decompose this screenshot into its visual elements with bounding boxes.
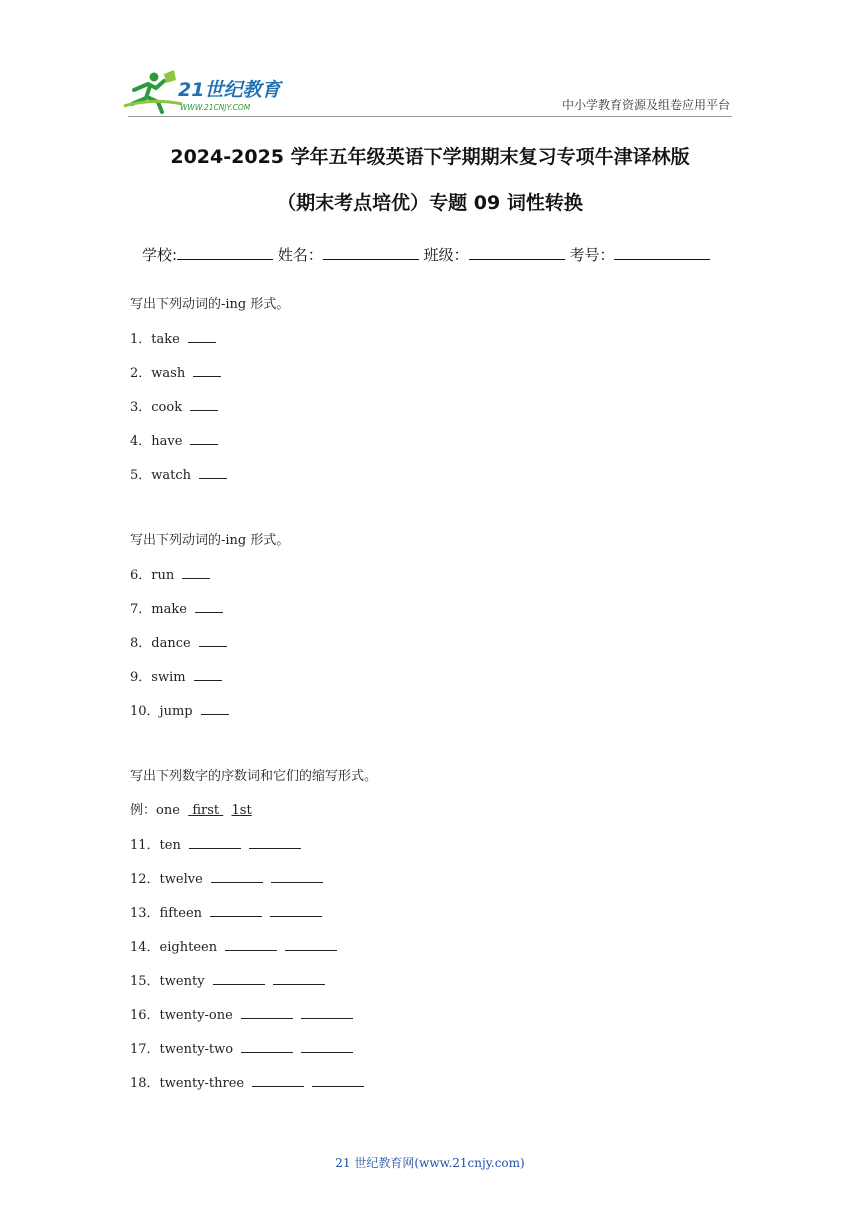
question-item: 11．ten (130, 836, 377, 870)
answer-blank[interactable] (201, 702, 229, 715)
question-item: 5．watch (130, 466, 377, 500)
answer-blank[interactable] (285, 938, 337, 951)
worksheet-content (130, 296, 377, 1108)
answer-blank[interactable] (189, 836, 241, 849)
question-item: 3．cook (130, 398, 377, 432)
answer-blank[interactable] (301, 1006, 353, 1019)
question-item: 18．twenty-three (130, 1074, 377, 1108)
answer-blank[interactable] (249, 836, 301, 849)
answer-blank[interactable] (241, 1040, 293, 1053)
platform-label: 中小学教育资源及组卷应用平台 (561, 98, 730, 112)
answer-blank[interactable] (193, 364, 221, 377)
brand-logo (122, 68, 290, 114)
answer-blank[interactable] (273, 972, 325, 985)
section-instruction: 写出下列数字的序数词和它们的缩写形式。 (130, 769, 378, 784)
answer-blank[interactable] (195, 600, 223, 613)
runner-icon (124, 70, 182, 112)
answer-blank[interactable] (190, 398, 218, 411)
question-item: 9．swim (130, 668, 377, 702)
question-item: 6．run (130, 566, 377, 600)
answer-blank[interactable] (225, 938, 277, 951)
page-subtitle: （期末考点培优）专题 09 词性转换 (277, 192, 583, 214)
answer-blank[interactable] (252, 1074, 304, 1087)
number-label: 考号： (569, 246, 615, 264)
example-item: 例：one first 1st (130, 803, 252, 818)
page-title: 2024-2025 学年五年级英语下学期期末复习专项牛津译林版 (170, 146, 690, 168)
answer-blank[interactable] (182, 566, 210, 579)
school-label: 学校: (142, 246, 178, 264)
question-item: 14．eighteen (130, 938, 377, 972)
answer-blank[interactable] (188, 330, 216, 343)
question-item: 13．fifteen (130, 904, 377, 938)
question-item: 15．twenty (130, 972, 377, 1006)
question-item: 10．jump (130, 702, 377, 736)
question-item: 12．twelve (130, 870, 377, 904)
answer-blank[interactable] (241, 1006, 293, 1019)
answer-blank[interactable] (199, 466, 227, 479)
answer-blank[interactable] (211, 870, 263, 883)
number-blank[interactable] (614, 245, 710, 260)
example-answer-ordinal: first (192, 803, 220, 818)
school-blank[interactable] (177, 245, 273, 260)
name-label: 姓名： (277, 246, 323, 264)
answer-blank[interactable] (199, 634, 227, 647)
question-item: 2．wash (130, 364, 377, 398)
class-label: 班级： (423, 246, 469, 264)
answer-blank[interactable] (271, 870, 323, 883)
logo-url: WWW.21CNJY.COM (180, 103, 251, 112)
answer-blank[interactable] (312, 1074, 364, 1087)
class-blank[interactable] (469, 245, 565, 260)
question-item: 17．twenty-two (130, 1040, 377, 1074)
answer-blank[interactable] (210, 904, 262, 917)
question-item: 8．dance (130, 634, 377, 668)
answer-blank[interactable] (194, 668, 222, 681)
question-item: 7．make (130, 600, 377, 634)
section-instruction: 写出下列动词的-ing 形式。 (130, 297, 290, 312)
section-instruction: 写出下列动词的-ing 形式。 (130, 533, 290, 548)
logo-text: 21世纪教育 (178, 79, 281, 101)
answer-blank[interactable] (270, 904, 322, 917)
answer-blank[interactable] (301, 1040, 353, 1053)
answer-blank[interactable] (190, 432, 218, 445)
question-item: 4．have (130, 432, 377, 466)
name-blank[interactable] (323, 245, 419, 260)
footer-link[interactable]: 21 世纪教育网(www.21cnjy.com) (335, 1156, 525, 1170)
question-item: 16．twenty-one (130, 1006, 377, 1040)
example-answer-abbrev: 1st (231, 803, 252, 818)
answer-blank[interactable] (213, 972, 265, 985)
question-item: 1．take (130, 330, 377, 364)
student-info (142, 244, 710, 265)
header-divider (128, 116, 732, 117)
